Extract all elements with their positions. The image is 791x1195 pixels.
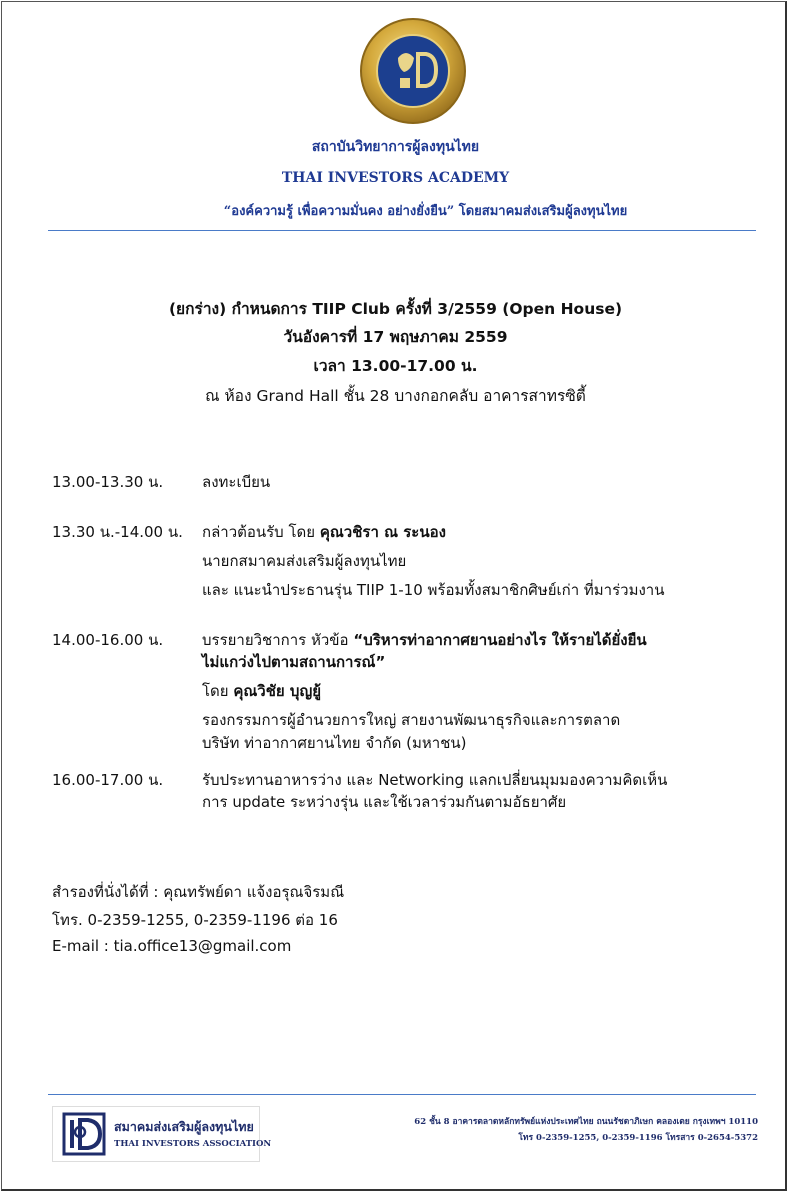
schedule-desc (202, 520, 446, 544)
schedule-desc: นายกสมาคมส่งเสริมผู้ลงทุนไทย (202, 552, 407, 570)
event-title: (ยกร่าง) กำหนดการ TIIP Club ครั้งที่ 3/2559 (Open House) (168, 300, 623, 318)
schedule-time: 13.00-13.30 น. (52, 473, 164, 491)
speaker-name: คุณวชิรา ณ ระนอง (319, 523, 446, 541)
academy-slogan: “องค์ความรู้ เพื่อความมั่นคง อย่างยั่งยืน” โดยสมาคมส่งเสริมผู้ลงทุนไทย (223, 204, 628, 219)
header-divider (48, 230, 756, 231)
association-logo-icon (62, 1112, 106, 1156)
schedule-desc: ลงทะเบียน (202, 473, 271, 491)
contact-email[interactable]: E-mail : tia.office13@gmail.com (52, 937, 292, 955)
lecture-topic-cont: ไม่แกว่งไปตามสถานการณ์” (202, 653, 386, 671)
schedule-desc: รับประทานอาหารว่าง และ Networking แลกเปลี่ยนมุมมองความคิดเห็น (202, 771, 668, 789)
academy-name-thai: สถาบันวิทยาการผู้ลงทุนไทย (311, 139, 480, 155)
schedule-desc: รองกรรมการผู้อำนวยการใหญ่ สายงานพัฒนาธุรกิจและการตลาด (202, 711, 621, 729)
schedule-desc: การ update ระหว่างรุ่น และใช้เวลาร่วมกันตามอัธยาศัย (202, 793, 567, 811)
lecture-topic: “บริหารท่าอากาศยานอย่างไร ให้รายได้ยั่งยืน (353, 631, 647, 649)
schedule-desc: บริษัท ท่าอากาศยานไทย จำกัด (มหาชน) (202, 734, 467, 752)
academy-seal-logo (352, 16, 474, 126)
event-time: เวลา 13.00-17.00 น. (313, 357, 478, 375)
reservation-contact: สำรองที่นั่งได้ที่ : คุณทรัพย์ดา แจ้งอรุณจิรมณี (52, 883, 345, 901)
footer-tel-fax: โทร 0-2359-1255, 0-2359-1196 โทรสาร 0-2654-5372 (518, 1133, 758, 1143)
schedule-by: โดย (202, 682, 234, 700)
schedule-prefix: บรรยายวิชาการ หัวข้อ (202, 631, 354, 649)
schedule-desc (202, 679, 321, 703)
footer-divider (48, 1094, 756, 1095)
association-name-english: THAI INVESTORS ASSOCIATION (114, 1139, 272, 1149)
schedule-time: 16.00-17.00 น. (52, 771, 164, 789)
schedule-time: 14.00-16.00 น. (52, 631, 164, 649)
schedule-time: 13.30 น.-14.00 น. (52, 523, 183, 541)
footer-address: 62 ชั้น 8 อาคารตลาดหลักทรัพย์แห่งประเทศไทย ถนนรัชดาภิเษก คลองเตย กรุงเทพฯ 10110 (414, 1117, 758, 1127)
contact-phone: โทร. 0-2359-1255, 0-2359-1196 ต่อ 16 (52, 911, 338, 929)
event-venue: ณ ห้อง Grand Hall ชั้น 28 บางกอกคลับ อาคารสาทรซิตี้ (205, 387, 586, 405)
academy-name-english: THAI INVESTORS ACADEMY (281, 170, 510, 186)
speaker-name: คุณวิชัย บุญยู้ (233, 682, 322, 700)
schedule-prefix: กล่าวต้อนรับ โดย (202, 523, 320, 541)
association-name-thai: สมาคมส่งเสริมผู้ลงทุนไทย (114, 1119, 254, 1134)
schedule-desc (202, 628, 647, 652)
event-date: วันอังคารที่ 17 พฤษภาคม 2559 (283, 328, 508, 346)
schedule-desc: และ แนะนำประธานรุ่น TIIP 1-10 พร้อมทั้งสมาชิกศิษย์เก่า ที่มาร่วมงาน (202, 581, 665, 599)
